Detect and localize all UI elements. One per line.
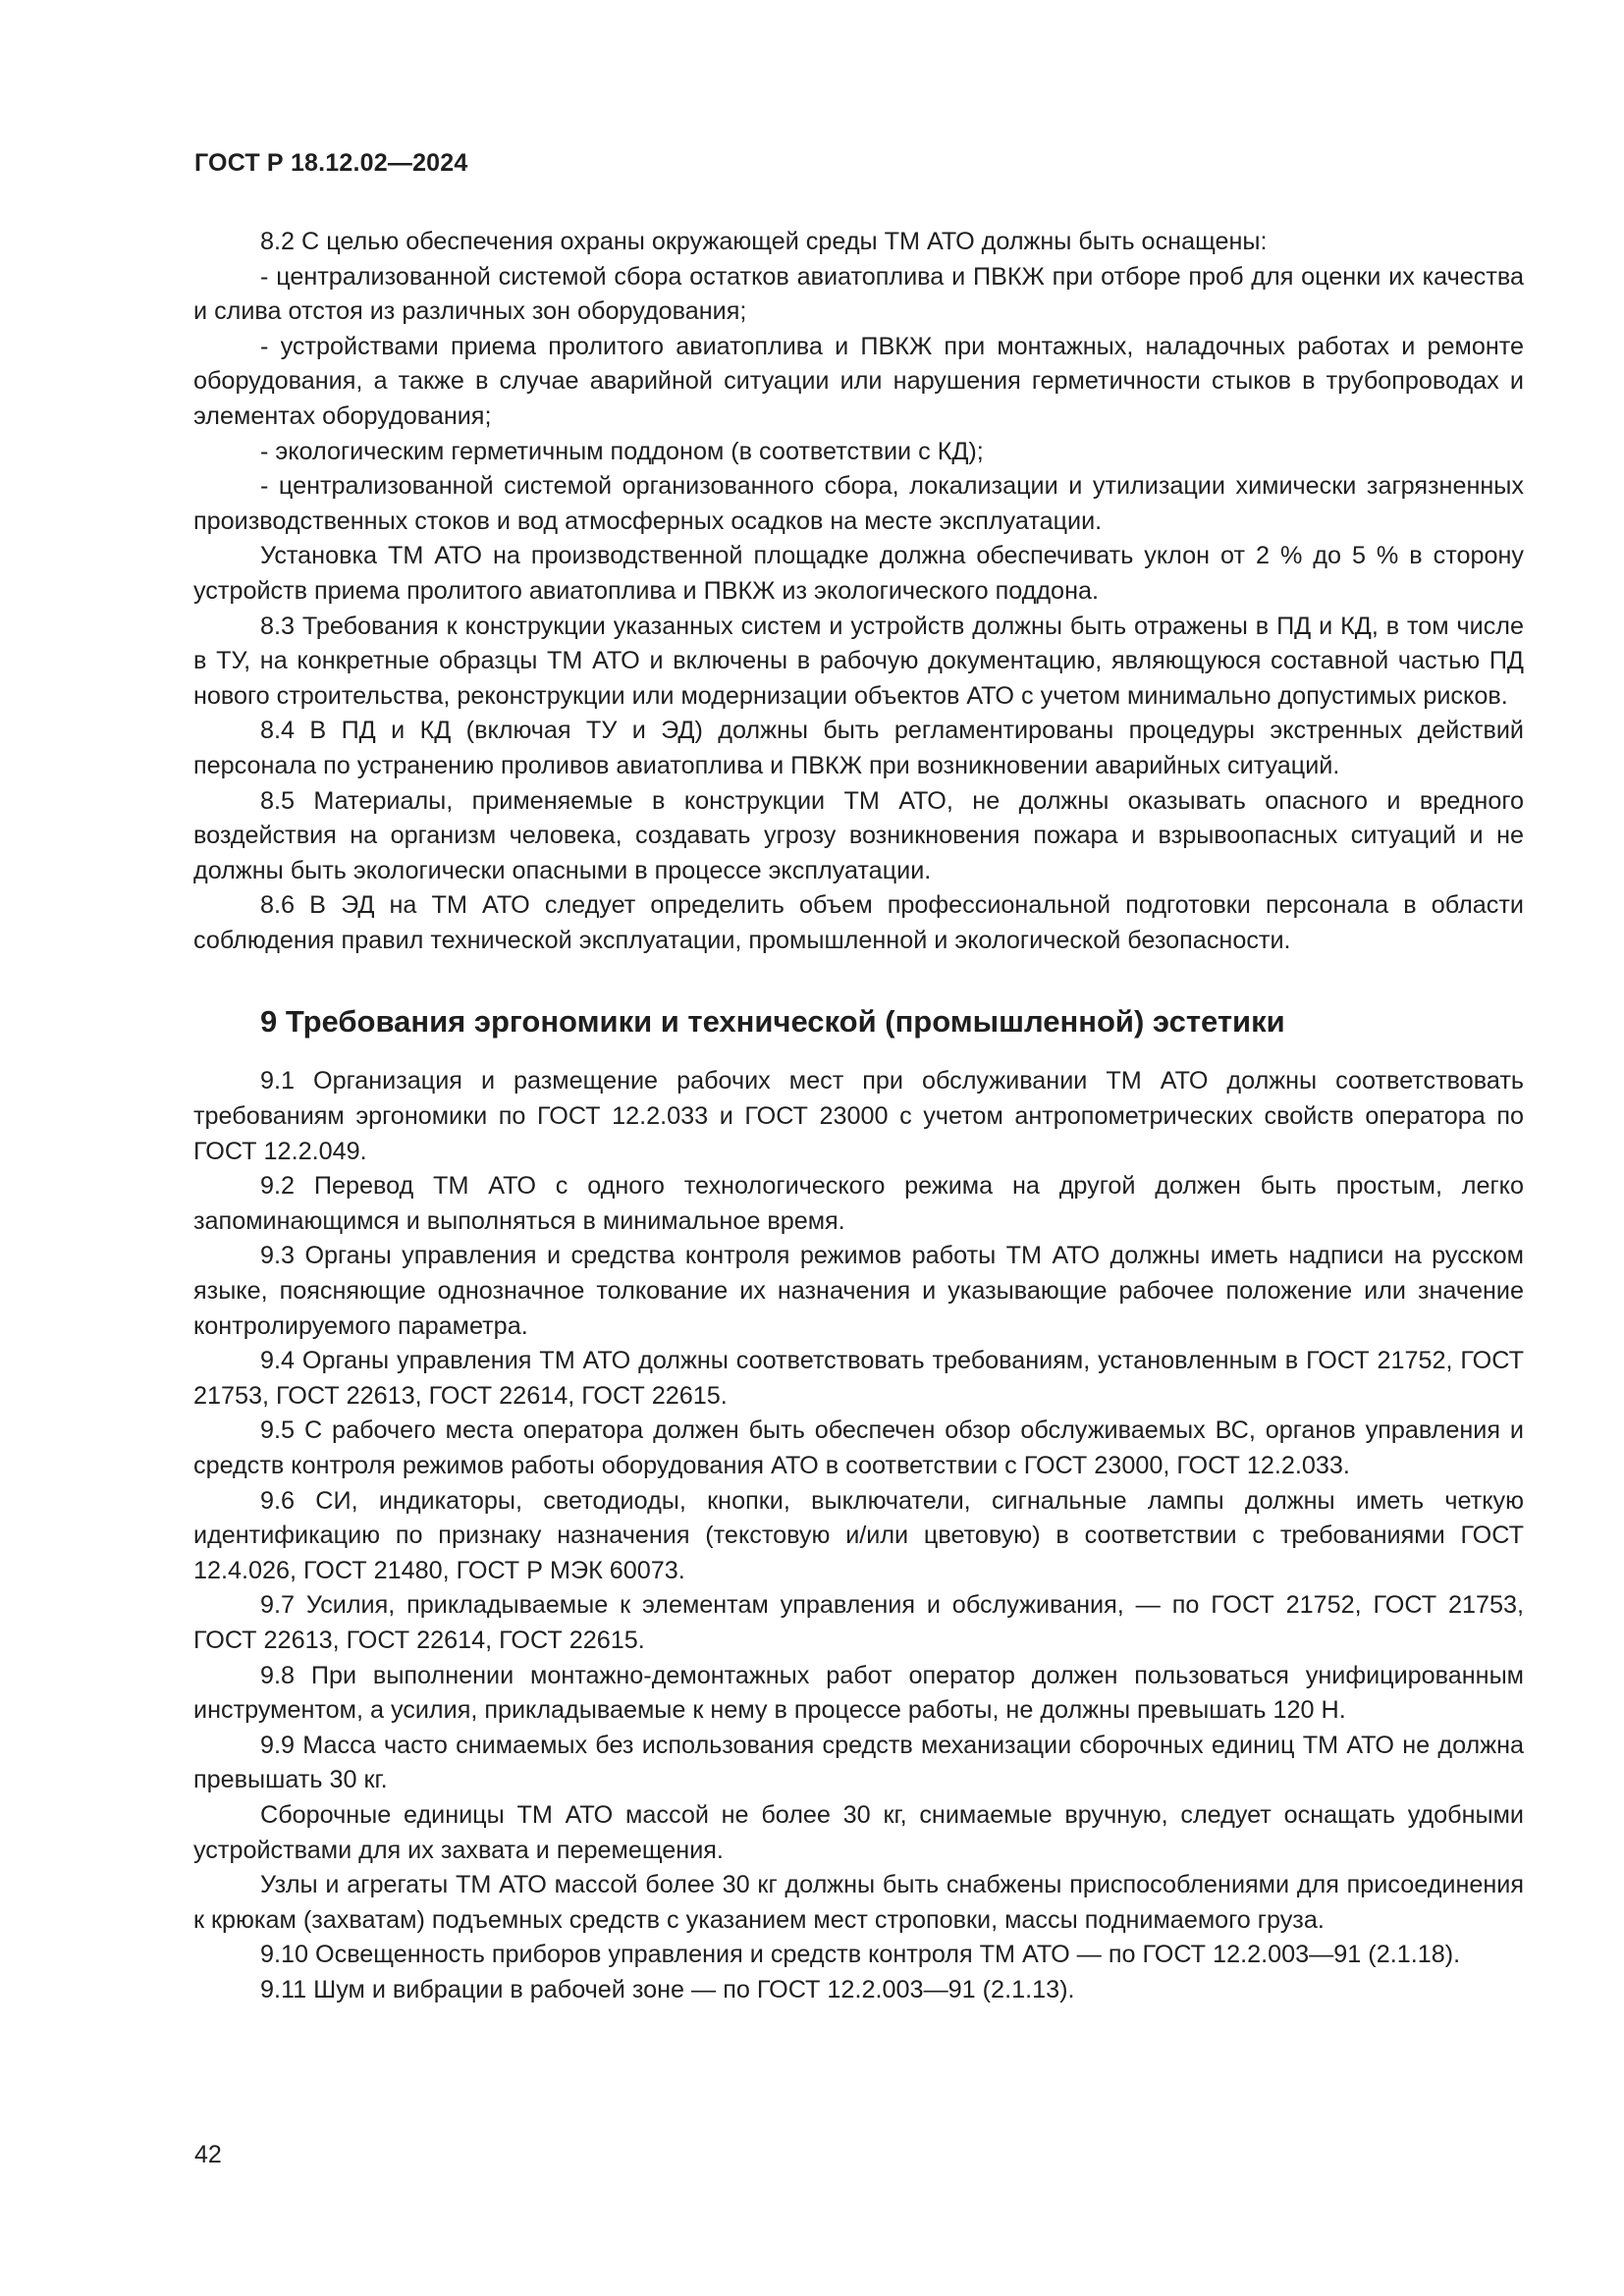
paragraph-9-11: 9.11 Шум и вибрации в рабочей зоне — по ГОСТ 12.2.003—91 (2.1.13). <box>260 1975 1075 2003</box>
paragraph-8-5: 8.5 Материалы, применяемые в конструкции ТМ АТО, не должны оказывать опасного и вредного воздействия на организм человека, создавать угрозу возникновения пожара и взрывоопасных ситуаций и не должны быть экологически опасными в процессе эксплуатации. <box>193 786 1524 884</box>
paragraph: Сборочные единицы ТМ АТО массой не более 30 кг, снимаемые вручную, следует оснащать удобными устройствами для их захвата и перемещения. <box>193 1800 1524 1864</box>
paragraph-9-3: 9.3 Органы управления и средства контроля режимов работы ТМ АТО должны иметь надписи на русском языке, поясняющие однозначное толкование их назначения и указывающие рабочее положение или значение контролируемого параметра. <box>193 1242 1524 1340</box>
list-item: - централизованной системой сбора остатков авиатоплива и ПВКЖ при отборе проб для оценки их качества и слива отстоя из различных зон оборудования; <box>193 262 1524 326</box>
list-item: - централизованной системой организованного сбора, локализации и утилизации химически загрязненных производственных стоков и вод атмосферных осадков на месте эксплуатации. <box>193 472 1524 535</box>
paragraph-9-8: 9.8 При выполнении монтажно-демонтажных работ оператор должен пользоваться унифицированным инструментом, а усилия, прикладываемые к нему в процессе работы, не должны превышать 120 Н. <box>193 1661 1524 1725</box>
paragraph-8-4: 8.4 В ПД и КД (включая ТУ и ЭД) должны быть регламентированы процедуры экстренных действий персонала по устранению проливов авиатоплива и ПВКЖ при возникновении аварийных ситуаций. <box>193 717 1524 779</box>
document-code-header: ГОСТ Р 18.12.02—2024 <box>194 149 468 177</box>
paragraph-9-2: 9.2 Перевод ТМ АТО с одного технологического режима на другой должен быть простым, легко запоминающимся и выполняться в минимальное время. <box>193 1172 1524 1235</box>
paragraph-9-7: 9.7 Усилия, прикладываемые к элементам управления и обслуживания, — по ГОСТ 21752, ГОСТ 21753, ГОСТ 22613, ГОСТ 22614, ГОСТ 22615. <box>193 1591 1524 1654</box>
paragraph-9-9: 9.9 Масса часто снимаемых без использования средств механизации сборочных единиц ТМ АТО не должна превышать 30 кг. <box>193 1731 1524 1794</box>
paragraph-8-2: 8.2 С целью обеспечения охраны окружающей среды ТМ АТО должны быть оснащены: <box>260 228 1268 255</box>
paragraph-9-10: 9.10 Освещенность приборов управления и средств контроля ТМ АТО — по ГОСТ 12.2.003—91 (2.1.18). <box>260 1941 1461 1969</box>
paragraph-9-5: 9.5 С рабочего места оператора должен быть обеспечен обзор обслуживаемых ВС, органов управления и средств контроля режимов работы оборудования АТО в соответствии с ГОСТ 23000, ГОСТ 12.2.033. <box>193 1416 1524 1479</box>
paragraph: Установка ТМ АТО на производственной площадке должна обеспечивать уклон от 2 % до 5 % в сторону устройств приема пролитого авиатоплива и ПВКЖ из экологического поддона. <box>193 542 1524 605</box>
paragraph-9-6: 9.6 СИ, индикаторы, светодиоды, кнопки, выключатели, сигнальные лампы должны иметь четкую идентификацию по признаку назначения (текстовую и/или цветовую) в соответствии с требованиями ГОСТ 12.4.026, ГОСТ 21480, ГОСТ Р МЭК 60073. <box>193 1486 1524 1584</box>
page-number: 42 <box>194 2141 222 2168</box>
list-item: - устройствами приема пролитого авиатоплива и ПВКЖ при монтажных, наладочных работах и ремонте оборудования, а также в случае аварийной ситуации или нарушения герметичности стыков в трубопроводах и элементах оборудования; <box>193 332 1524 430</box>
paragraph-9-4: 9.4 Органы управления ТМ АТО должны соответствовать требованиям, установленным в ГОСТ 21752, ГОСТ 21753, ГОСТ 22613, ГОСТ 22614, ГОСТ 22615. <box>193 1347 1524 1410</box>
paragraph-8-3: 8.3 Требования к конструкции указанных систем и устройств должны быть отражены в ПД и КД, в том числе в ТУ, на конкретные образцы ТМ АТО и включены в рабочую документацию, являющуюся составной частью ПД нового строительства, реконструкции или модернизации объектов АТО с учетом минимально допустимых рисков. <box>193 612 1524 710</box>
paragraph-9-1: 9.1 Организация и размещение рабочих мест при обслуживании ТМ АТО должны соответствовать требованиям эргономики по ГОСТ 12.2.033 и ГОСТ 23000 с учетом антропометрических свойств оператора по ГОСТ 12.2.049. <box>193 1067 1524 1165</box>
paragraph: Узлы и агрегаты ТМ АТО массой более 30 кг должны быть снабжены приспособлениями для присоединения к крюкам (захватам) подъемных средств с указанием мест строповки, массы поднимаемого груза. <box>193 1871 1524 1934</box>
paragraph-8-6: 8.6 В ЭД на ТМ АТО следует определить объем профессиональной подготовки персонала в области соблюдения правил технической эксплуатации, промышленной и экологической безопасности. <box>193 891 1524 954</box>
list-item: - экологическим герметичным поддоном (в соответствии с КД); <box>260 437 984 465</box>
section-9-title: 9 Требования эргономики и технической (промышленной) эстетики <box>260 1004 1285 1040</box>
document-body <box>193 225 1524 2008</box>
